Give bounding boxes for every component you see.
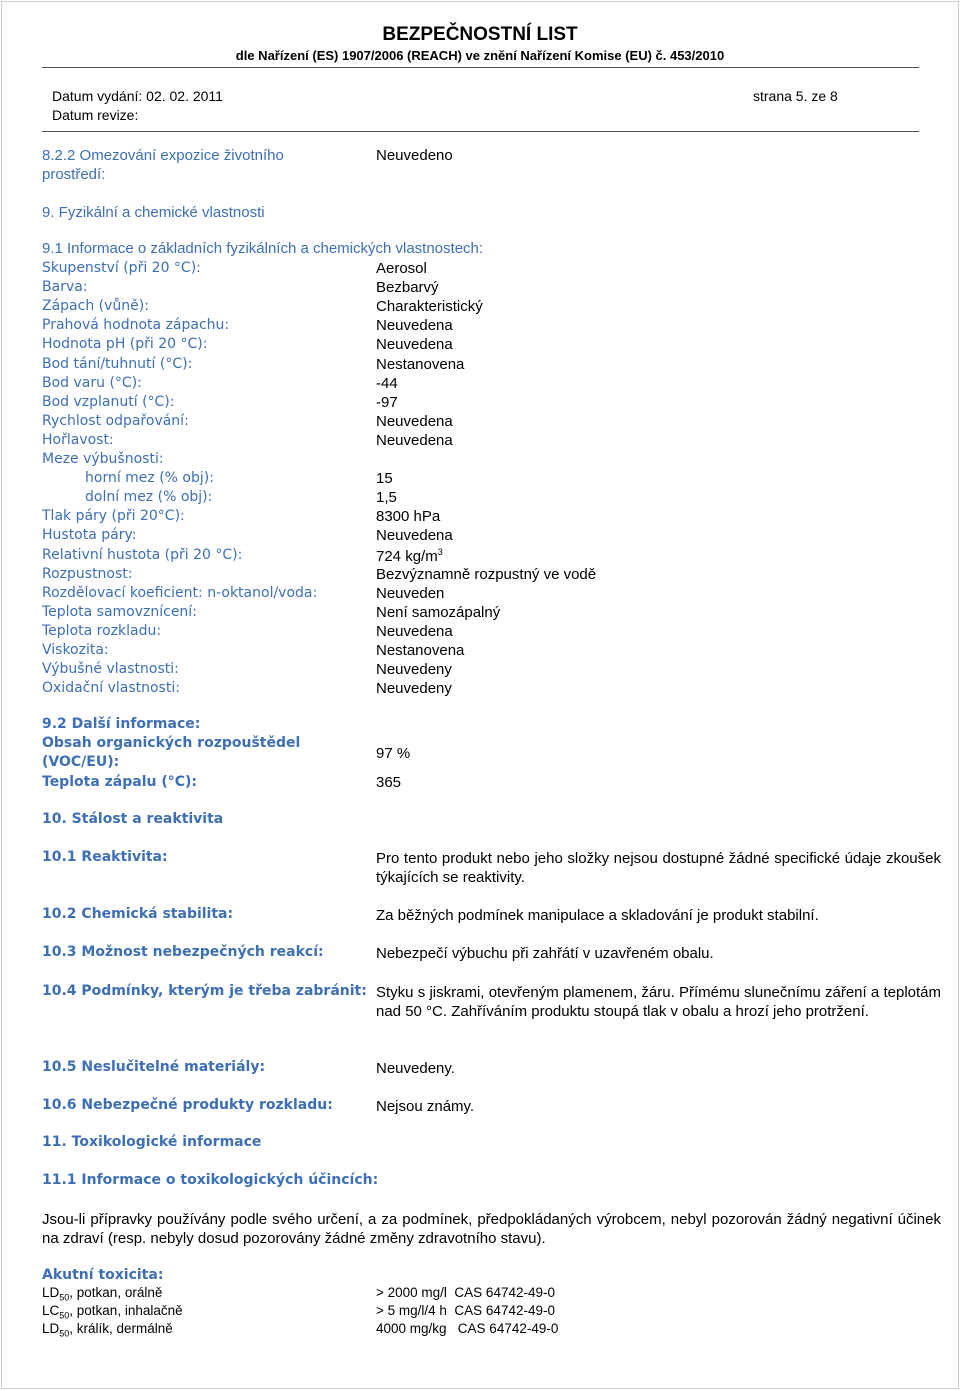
property-value-text: Bezvýznamně rozpustný ve vodě: [376, 565, 597, 583]
section-10-item-label: 10.2 Chemická stabilita:: [42, 906, 234, 922]
property-value-text: Nestanovena: [376, 355, 465, 373]
section-10-item-text: Nebezpečí výbuchu při zahřátí v uzavřeném obalu.: [376, 945, 714, 962]
property-value: [376, 317, 453, 334]
property-label: Hořlavost:: [42, 431, 114, 448]
property-value-text: 1,5: [376, 489, 397, 507]
property-value: [376, 585, 444, 602]
acute-toxicity-label: [42, 1321, 173, 1339]
header-rule-bottom: [42, 131, 919, 132]
property-value-text: Není samozápalný: [376, 603, 501, 621]
revision-date: Datum revize:: [52, 107, 139, 123]
property-value-text: Aerosol: [376, 260, 427, 277]
property-value-text: 8300 hPa: [376, 508, 441, 526]
property-value-text: Neuvedeny: [376, 661, 452, 679]
acute-toxicity-title: Akutní toxicita:: [42, 1267, 164, 1283]
property-value: [376, 298, 483, 315]
property-value-text: -97: [376, 393, 398, 411]
property-value-text: Nestanovena: [376, 642, 465, 659]
acute-toxicity-label-pre: LC: [42, 1303, 60, 1318]
property-value-text: 724 kg/m: [376, 547, 438, 565]
property-label: Oxidační vlastnosti:: [42, 680, 180, 697]
section-10-item-label: 10.6 Nebezpečné produkty rozkladu:: [42, 1097, 333, 1113]
section-10-item-text: Styku s jiskrami, otevřeným plamenem, žáru. Přímému slunečnímu záření a teplotám nad 50 °C. Zahříváním produktu stoupá tlak v obalu a hrozí jeho protržení.: [376, 984, 941, 1020]
property-label: Bod vzplanutí (°C):: [42, 393, 175, 410]
property-value-text: -44: [376, 374, 398, 392]
property-value: [376, 413, 453, 430]
section-10-title: 10. Stálost a reaktivita: [42, 811, 224, 827]
property-value-text: Neuvedena: [376, 336, 453, 354]
document-title: BEZPEČNOSTNÍ LIST: [382, 24, 578, 45]
property-value: [376, 356, 464, 373]
property-label: Rozpustnost:: [42, 565, 133, 582]
section-10-item-text: Za běžných podmínek manipulace a skladování je produkt stabilní.: [376, 907, 819, 924]
property-label: Hustota páry:: [42, 527, 137, 544]
acute-toxicity-label-sub: 50: [59, 1292, 70, 1303]
property-value: [376, 642, 464, 659]
section-11-title: 11. Toxikologické informace: [42, 1134, 262, 1150]
property-value-text: Neuveden: [376, 584, 445, 602]
property-value-text: Neuvedena: [376, 527, 453, 545]
property-value: [376, 566, 596, 583]
section-10-item-label: 10.4 Podmínky, kterým je třeba zabránit:: [42, 983, 367, 999]
property-label: Hodnota pH (při 20 °C):: [42, 336, 208, 353]
property-label: Meze výbušnosti:: [42, 451, 164, 467]
property-value: [376, 680, 452, 697]
acute-toxicity-label-sub: 50: [59, 1310, 70, 1321]
property-value: [376, 336, 453, 353]
s822-label-line2: prostředí:: [42, 166, 106, 183]
page-number: strana 5. ze 8: [753, 88, 838, 104]
voc-label-line1: Obsah organických rozpouštědel: [42, 735, 301, 751]
s822-label-line1: 8.2.2 Omezování expozice životního: [42, 147, 284, 164]
property-value-text: Neuvedena: [376, 412, 453, 430]
property-value-text: Neuvedena: [376, 317, 453, 335]
property-label: Teplota rozkladu:: [42, 622, 162, 639]
section-10-item-text: Pro tento produkt nebo jeho složky nejsou dostupné žádné specifické údaje zkoušek týkajících se reaktivity.: [376, 850, 941, 886]
property-label: Zápach (vůně):: [42, 298, 149, 315]
property-label: Tlak páry (při 20°C):: [42, 508, 185, 525]
property-value: [376, 527, 453, 544]
section-9-1-title: 9.1 Informace o základních fyzikálních a chemických vlastnostech:: [42, 240, 484, 257]
property-value: [376, 547, 443, 565]
property-value: [376, 661, 452, 678]
property-value-superscript: 3: [437, 546, 443, 557]
property-label: horní mez (% obj):: [85, 470, 214, 487]
acute-toxicity-value: 4000 mg/kg CAS 64742-49-0: [376, 1321, 559, 1336]
property-value: [376, 623, 453, 640]
property-value-text: 15: [376, 470, 393, 488]
acute-toxicity-label-post: , potkan, orálně: [69, 1285, 163, 1300]
section-11-intro: Jsou-li přípravky používány podle svého určení, a za podmínek, předpokládaných výrobcem, nebyl pozorován žádný negativní účinek na zdraví (resp. nebyly dosud pozorovány žádné změny zdravotního stavu).: [42, 1211, 941, 1247]
section-10-item-text: Neuvedeny.: [376, 1060, 455, 1077]
property-value: [376, 279, 439, 296]
acute-toxicity-label-post: , králík, dermálně: [69, 1321, 173, 1336]
property-value: [376, 432, 453, 449]
property-value-text: Neuvedeny: [376, 680, 452, 698]
acute-toxicity-label: [42, 1303, 183, 1321]
voc-label-line2: (VOC/EU):: [42, 754, 120, 770]
acute-toxicity-label-sub: 50: [59, 1328, 70, 1339]
property-label: Bod tání/tuhnutí (°C):: [42, 355, 193, 372]
property-value: [376, 394, 398, 411]
section-10-item-label: 10.5 Neslučitelné materiály:: [42, 1059, 266, 1075]
property-value: [376, 470, 393, 487]
property-label: dolní mez (% obj):: [85, 489, 213, 506]
property-label: Viskozita:: [42, 642, 109, 658]
property-value: [376, 489, 397, 506]
voc-value: 97 %: [376, 745, 411, 762]
property-label: Prahová hodnota zápachu:: [42, 317, 230, 334]
property-value-text: Charakteristický: [376, 298, 483, 316]
property-value: [376, 375, 398, 392]
section-10-item-label: 10.1 Reaktivita:: [42, 849, 168, 865]
property-label: Teplota samovznícení:: [42, 603, 197, 620]
property-label: Rozdělovací koeficient: n-oktanol/voda:: [42, 584, 318, 601]
acute-toxicity-label-post: , potkan, inhalačně: [69, 1303, 183, 1318]
property-value-text: Bezbarvý: [376, 279, 439, 297]
property-label: Bod varu (°C):: [42, 374, 142, 391]
issue-date: Datum vydání: 02. 02. 2011: [52, 88, 223, 104]
property-value-text: Neuvedena: [376, 622, 453, 640]
section-11-1-title: 11.1 Informace o toxikologických účincích:: [42, 1172, 379, 1188]
acute-toxicity-value: > 2000 mg/l CAS 64742-49-0: [376, 1285, 555, 1300]
ignition-value: 365: [376, 774, 402, 791]
ignition-label: Teplota zápalu (°C):: [42, 774, 198, 790]
s822-value: Neuvedeno: [376, 147, 453, 164]
acute-toxicity-value: > 5 mg/l/4 h CAS 64742-49-0: [376, 1303, 555, 1318]
acute-toxicity-label: [42, 1285, 162, 1303]
section-10-item-label: 10.3 Možnost nebezpečných reakcí:: [42, 944, 324, 960]
property-label: Relativní hustota (při 20 °C):: [42, 546, 243, 563]
section-9-title: 9. Fyzikální a chemické vlastnosti: [42, 204, 265, 221]
property-label: Barva:: [42, 279, 88, 296]
document-subtitle: dle Nařízení (ES) 1907/2006 (REACH) ve znění Nařízení Komise (EU) č. 453/2010: [235, 48, 725, 63]
acute-toxicity-label-pre: LD: [42, 1285, 60, 1300]
section-9-2-title: 9.2 Další informace:: [42, 716, 201, 732]
property-value-text: Neuvedena: [376, 431, 453, 449]
property-value: [376, 604, 500, 621]
acute-toxicity-label-pre: LD: [42, 1321, 60, 1336]
property-label: Rychlost odpařování:: [42, 412, 189, 429]
property-value: [376, 508, 440, 525]
section-10-item-text: Nejsou známy.: [376, 1098, 475, 1115]
property-label: Skupenství (při 20 °C):: [42, 260, 201, 276]
header-rule-top: [42, 67, 919, 68]
property-value: [376, 260, 427, 277]
property-label: Výbušné vlastnosti:: [42, 661, 179, 678]
